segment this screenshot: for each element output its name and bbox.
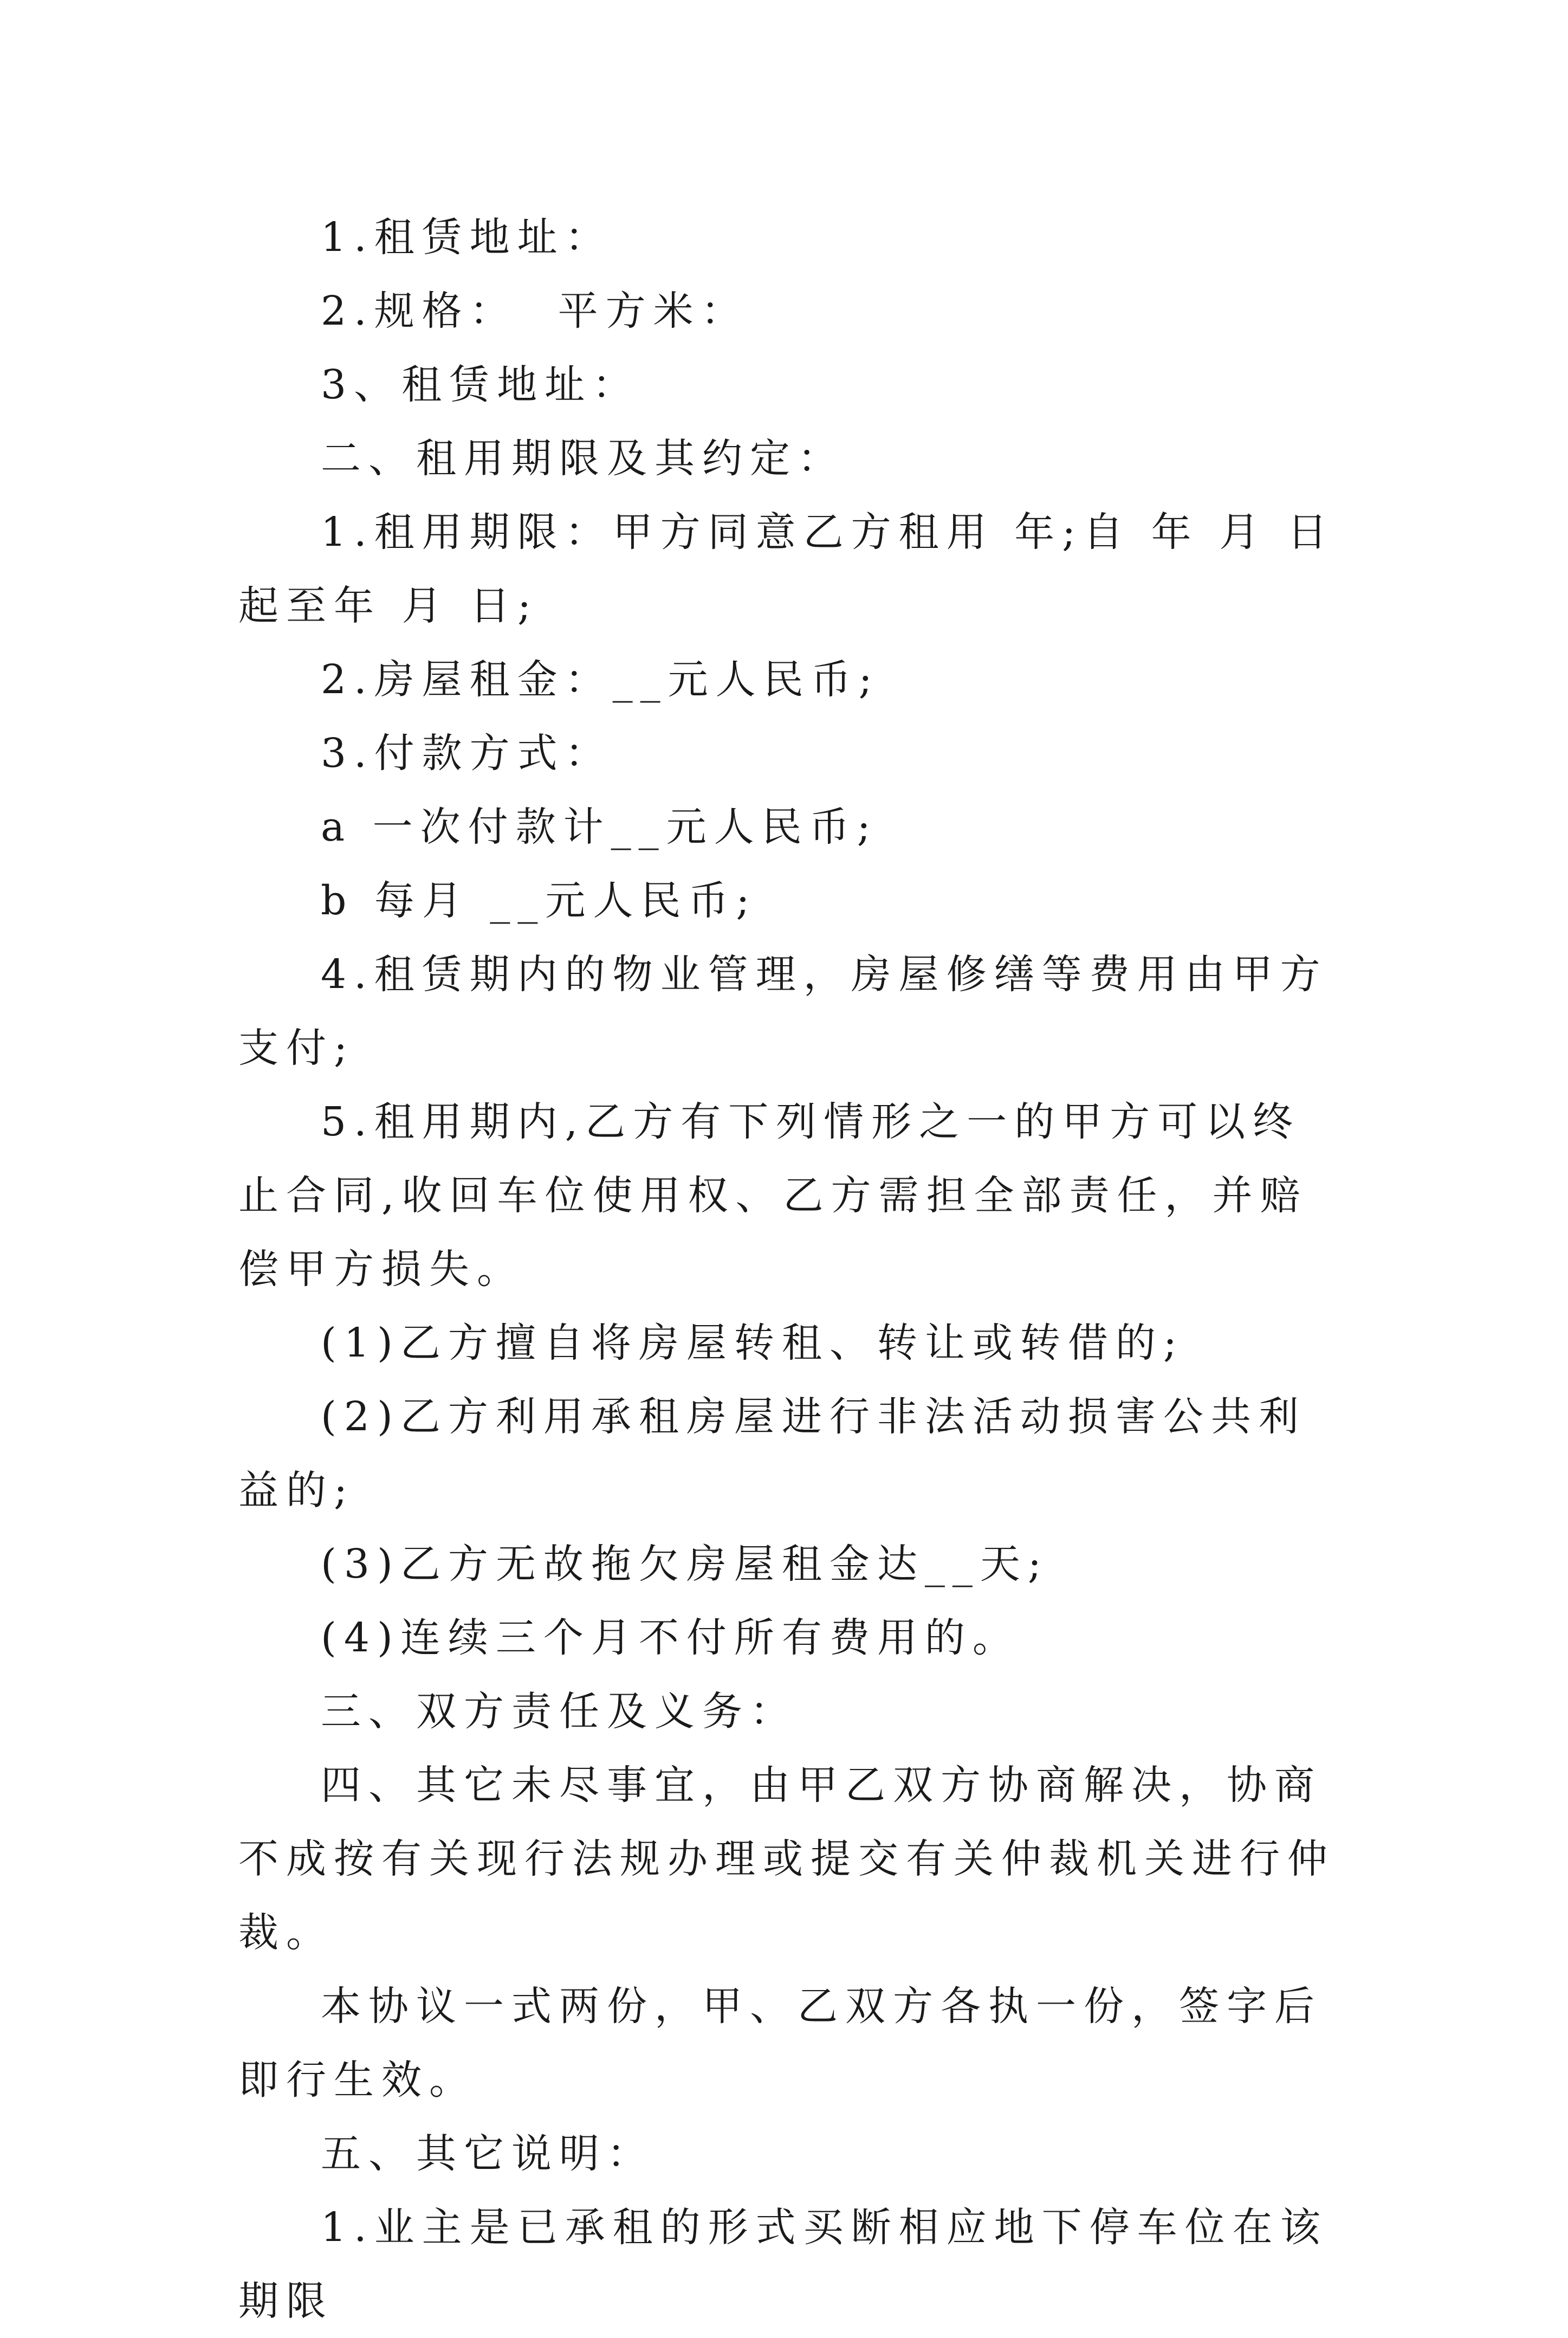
paragraph-rent: 2.房屋租金：__元人民币;: [321, 656, 880, 703]
paragraph-lease-address-3: 3、租赁地址：: [321, 361, 640, 408]
document-body: [238, 201, 1338, 2338]
paragraph-copies: 本协议一式两份，甲、乙双方各执一份，签字后即行生效。: [238, 1983, 1322, 2103]
section-heading-responsibilities: 三、双方责任及义务：: [321, 1688, 798, 1735]
paragraph-payment-lump-sum: a 一次付款计__元人民币;: [321, 804, 878, 850]
paragraph-property-management: 4.租赁期内的物业管理，房屋修缮等费用由甲方支付;: [238, 951, 1328, 1071]
paragraph-lease-address-1: 1.租赁地址：: [321, 214, 613, 261]
paragraph-lease-term: 1.租用期限：甲方同意乙方租用 年;自 年 月 日起至年 月 日;: [238, 509, 1335, 629]
list-item-sublease: (1)乙方擅自将房屋转租、转让或转借的;: [321, 1320, 1184, 1366]
paragraph-owner-note: 1.业主是已承租的形式买断相应地下停车位在该期限: [238, 2204, 1328, 2324]
paragraph-specification: 2.规格： 平方米：: [321, 288, 749, 334]
section-heading-other-notes: 五、其它说明：: [321, 2130, 655, 2177]
list-item-unpaid-fees: (4)连续三个月不付所有费用的。: [321, 1614, 1020, 1661]
paragraph-payment-method: 3.付款方式：: [321, 730, 613, 777]
list-item-rent-arrears: (3)乙方无故拖欠房屋租金达__天;: [321, 1541, 1049, 1587]
paragraph-other-matters: 四、其它未尽事宜，由甲乙双方协商解决，协商不成按有关现行法规办理或提交有关仲裁机关进行仲裁。: [238, 1762, 1335, 1956]
paragraph-termination: 5.租用期内,乙方有下列情形之一的甲方可以终止合同,收回车位使用权、乙方需担全部责任，并赔偿甲方损失。: [238, 1099, 1308, 1293]
section-heading-term: 二、租用期限及其约定：: [321, 435, 845, 482]
list-item-illegal-activity: (2)乙方利用承租房屋进行非法活动损害公共利益的;: [238, 1393, 1306, 1514]
paragraph-payment-monthly: b 每月 __元人民币;: [321, 877, 757, 924]
